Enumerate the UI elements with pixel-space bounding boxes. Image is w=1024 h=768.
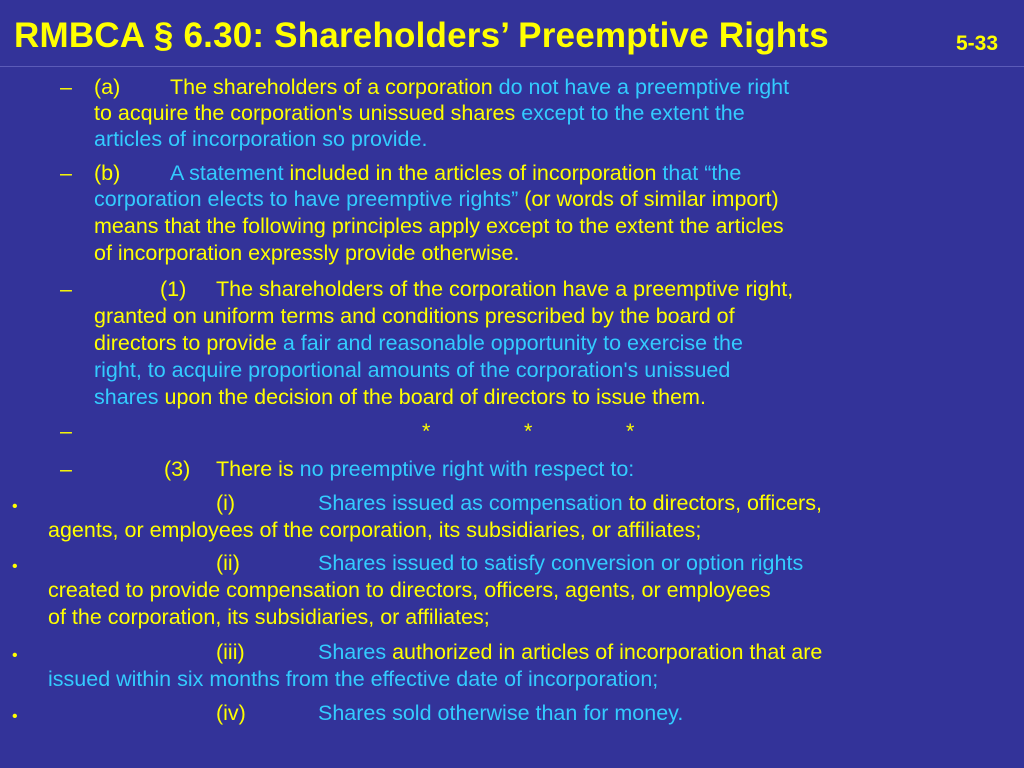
item-label: (iii)	[216, 640, 245, 664]
item-line: Shares issued to satisfy conversion or option rights	[318, 551, 804, 575]
paragraph-line: means that the following principles apply except to the extent the articles	[94, 214, 784, 238]
paragraph-line: corporation elects to have preemptive rights” (or words of similar import)	[94, 187, 779, 211]
dash-marker: –	[60, 161, 72, 185]
bullet-marker: •	[12, 708, 18, 725]
paragraph-label: (3)	[164, 457, 191, 481]
title-bar	[0, 0, 1024, 67]
bullet-marker: •	[12, 647, 18, 664]
paragraph-line: The shareholders of a corporation do not have a preemptive right	[170, 75, 790, 99]
paragraph-label: (1)	[160, 277, 187, 301]
item-line: issued within six months from the effective date of incorporation;	[48, 667, 659, 691]
paragraph-line: right, to acquire proportional amounts of the corporation's unissued	[94, 358, 731, 382]
item-line: of the corporation, its subsidiaries, or affiliates;	[48, 605, 490, 629]
item-line: agents, or employees of the corporation, its subsidiaries, or affiliates;	[48, 518, 702, 542]
paragraph-line: The shareholders of the corporation have a preemptive right,	[216, 277, 794, 301]
item-line: Shares issued as compensation to directors, officers,	[318, 491, 822, 515]
bullet-marker: •	[12, 498, 18, 515]
item-line: Shares sold otherwise than for money.	[318, 701, 684, 725]
item-label: (i)	[216, 491, 236, 515]
omission-star: *	[524, 419, 533, 443]
item-label: (ii)	[216, 551, 240, 575]
omission-star: *	[422, 419, 431, 443]
bullet-marker: •	[12, 558, 18, 575]
item-line: Shares authorized in articles of incorporation that are	[318, 640, 823, 664]
paragraph-line: There is no preemptive right with respect to:	[216, 457, 635, 481]
paragraph-line: of incorporation expressly provide otherwise.	[94, 241, 520, 265]
paragraph-line: granted on uniform terms and conditions prescribed by the board of	[94, 304, 735, 328]
paragraph-line: directors to provide a fair and reasonable opportunity to exercise the	[94, 331, 743, 355]
slide-title: RMBCA § 6.30: Shareholders’ Preemptive Rights	[14, 16, 829, 55]
paragraph-line: shares upon the decision of the board of directors to issue them.	[94, 385, 706, 409]
dash-marker: –	[60, 457, 72, 481]
item-line: created to provide compensation to directors, officers, agents, or employees	[48, 578, 771, 602]
item-label: (iv)	[216, 701, 246, 725]
omission-star: *	[626, 419, 635, 443]
paragraph-label: (a)	[94, 75, 121, 99]
paragraph-line: articles of incorporation so provide.	[94, 127, 428, 151]
dash-marker: –	[60, 277, 72, 301]
dash-marker: –	[60, 75, 72, 99]
paragraph-label: (b)	[94, 161, 121, 185]
slide-number: 5-33	[956, 32, 999, 55]
paragraph-line: to acquire the corporation's unissued shares except to the extent the	[94, 101, 745, 125]
paragraph-line: A statement included in the articles of incorporation that “the	[170, 161, 742, 185]
dash-marker: –	[60, 419, 72, 443]
